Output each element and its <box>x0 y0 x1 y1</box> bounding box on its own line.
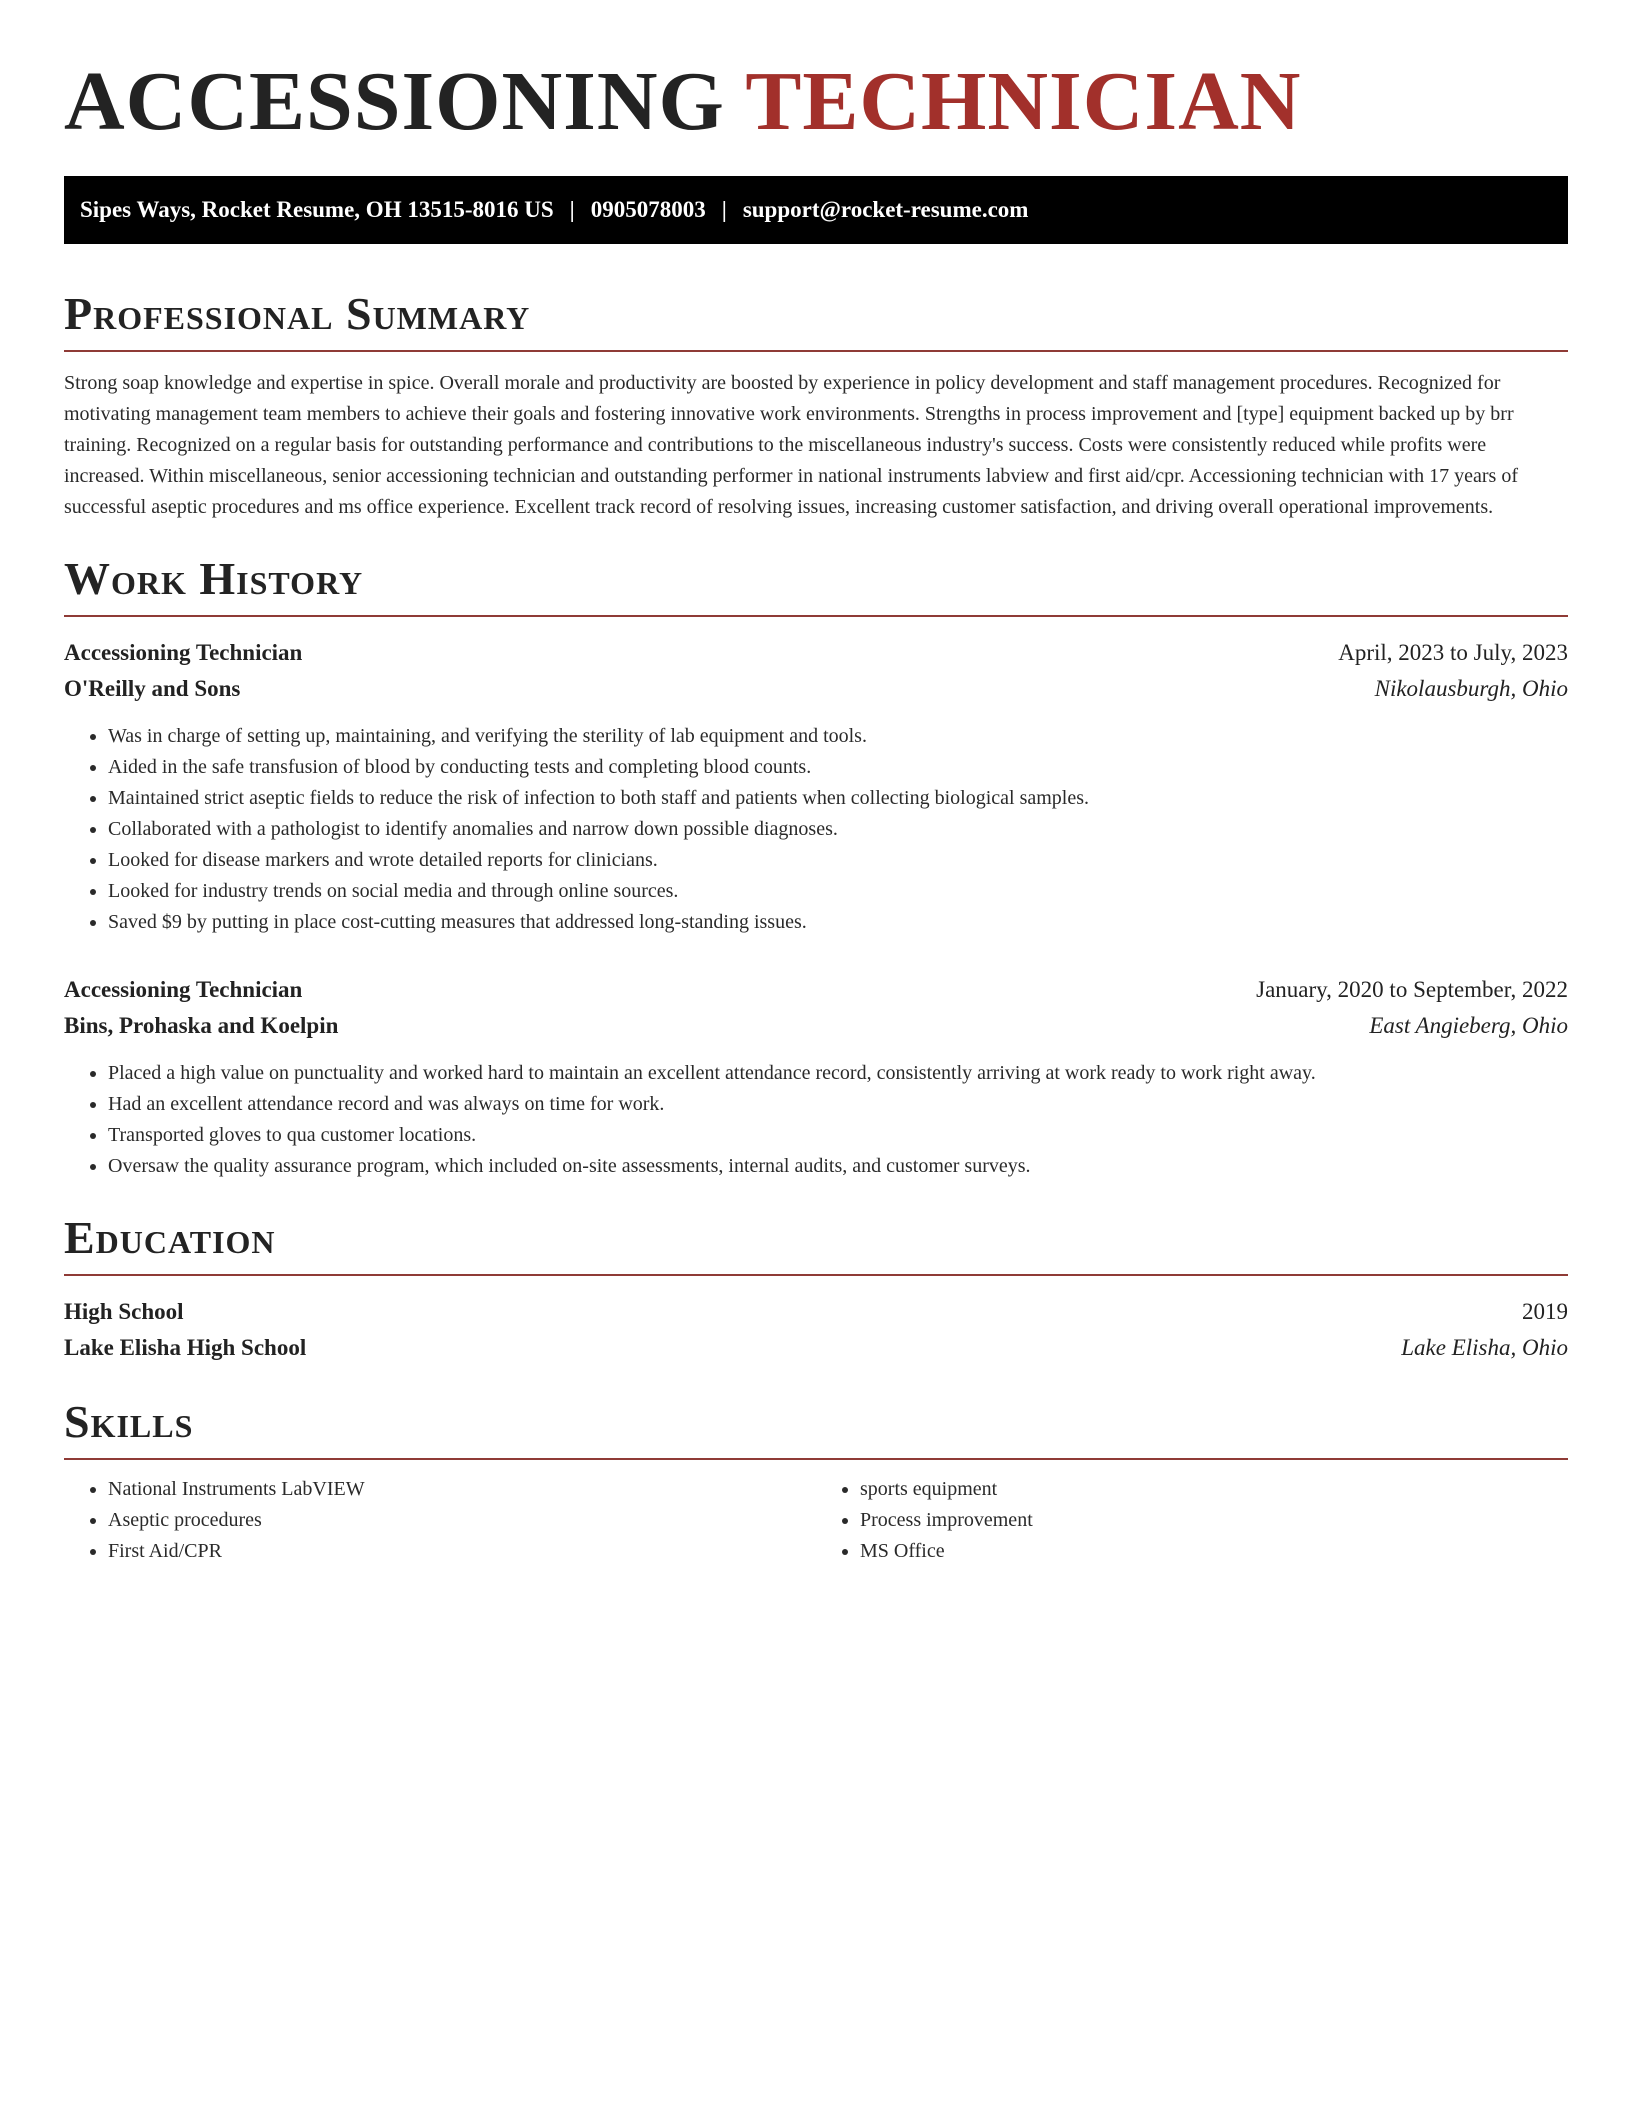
job-company: Bins, Prohaska and Koelpin <box>64 1013 339 1038</box>
list-item: • Looked for industry trends on social media and through online sources. <box>108 876 1568 907</box>
list-item: • Maintained strict aseptic fields to reduce the risk of infection to both staff and patients when collecting biological samples. <box>108 783 1568 814</box>
title-first-word: ACCESSIONING <box>64 55 725 148</box>
list-item: • Placed a high value on punctuality and worked hard to maintain an excellent attendance record, consistently arriving at work ready to work right away. <box>108 1058 1568 1089</box>
summary-section <box>64 288 1568 523</box>
job-duties-list <box>64 1058 1568 1182</box>
job-title: Accessioning Technician <box>64 977 303 1002</box>
job-duties-list <box>64 721 1568 938</box>
list-item: • Transported gloves to qua customer locations. <box>108 1120 1568 1151</box>
section-divider <box>64 1274 1568 1276</box>
contact-separator: | <box>569 197 575 222</box>
skills-list-left <box>64 1474 816 1567</box>
contact-email: support@rocket-resume.com <box>742 197 1029 222</box>
section-divider <box>64 615 1568 617</box>
skill-item: • sports equipment <box>860 1474 1568 1505</box>
job-entry <box>64 972 1568 1182</box>
skill-item: • MS Office <box>860 1536 1568 1567</box>
education-school: Lake Elisha High School <box>64 1335 307 1360</box>
education-year: 2019 <box>1522 1299 1568 1324</box>
skills-list-right <box>816 1474 1568 1567</box>
education-location: Lake Elisha, Ohio <box>1401 1335 1568 1360</box>
education-degree: High School <box>64 1299 184 1324</box>
job-location: Nikolausburgh, Ohio <box>1374 676 1568 701</box>
job-dates: April, 2023 to July, 2023 <box>1338 640 1568 665</box>
skill-item: • First Aid/CPR <box>108 1536 816 1567</box>
job-dates: January, 2020 to September, 2022 <box>1256 977 1568 1002</box>
job-location: East Angieberg, Ohio <box>1369 1013 1568 1038</box>
skill-item: • National Instruments LabVIEW <box>108 1474 816 1505</box>
list-item: • Had an excellent attendance record and was always on time for work. <box>108 1089 1568 1120</box>
summary-text: Strong soap knowledge and expertise in spice. Overall morale and productivity are boosted by experience in policy development and staff management procedures. Recognized for motivating management team members to achieve their goals and fostering innovative work environments. Strengths in process improvement and [type] equipment backed up by brr training. Recognized on a regular basis for outstanding performance and contributions to the miscellaneous industry's success. Costs were consistently reduced while profits were increased. Within miscellaneous, senior accessioning technician and outstanding performer in national instruments labview and first aid/cpr. Accessioning technician with 17 years of successful aseptic procedures and ms office experience. Excellent track record of resolving issues, increasing customer satisfaction, and driving overall operational improvements. <box>64 372 1518 518</box>
summary-heading: Professional Summary <box>64 288 531 339</box>
education-entry <box>64 1294 1568 1366</box>
title-last-word: TECHNICIAN <box>745 55 1302 148</box>
skills-heading: Skills <box>64 1396 194 1447</box>
work-history-section <box>64 553 1568 1182</box>
section-divider <box>64 350 1568 352</box>
section-divider <box>64 1458 1568 1460</box>
list-item: • Was in charge of setting up, maintaining, and verifying the sterility of lab equipment and tools. <box>108 721 1568 752</box>
contact-phone: 0905078003 <box>590 197 706 222</box>
education-heading: Education <box>64 1212 276 1263</box>
job-title: Accessioning Technician <box>64 640 303 665</box>
list-item: • Oversaw the quality assurance program, which included on-site assessments, internal audits, and customer surveys. <box>108 1151 1568 1182</box>
resume-title <box>64 52 1568 152</box>
job-company: O'Reilly and Sons <box>64 676 241 701</box>
list-item: • Collaborated with a pathologist to identify anomalies and narrow down possible diagnoses. <box>108 814 1568 845</box>
skill-item: • Process improvement <box>860 1505 1568 1536</box>
contact-bar <box>64 176 1568 244</box>
list-item: • Saved $9 by putting in place cost-cutting measures that addressed long-standing issues. <box>108 907 1568 938</box>
list-item: • Looked for disease markers and wrote detailed reports for clinicians. <box>108 845 1568 876</box>
skills-grid <box>64 1474 1568 1567</box>
skills-section <box>64 1396 1568 1567</box>
education-section <box>64 1212 1568 1366</box>
contact-address: Sipes Ways, Rocket Resume, OH 13515-8016 US <box>80 197 554 222</box>
contact-separator: | <box>721 197 727 222</box>
skill-item: • Aseptic procedures <box>108 1505 816 1536</box>
list-item: • Aided in the safe transfusion of blood by conducting tests and completing blood counts. <box>108 752 1568 783</box>
job-entry <box>64 635 1568 938</box>
work-history-heading: Work History <box>64 553 364 604</box>
